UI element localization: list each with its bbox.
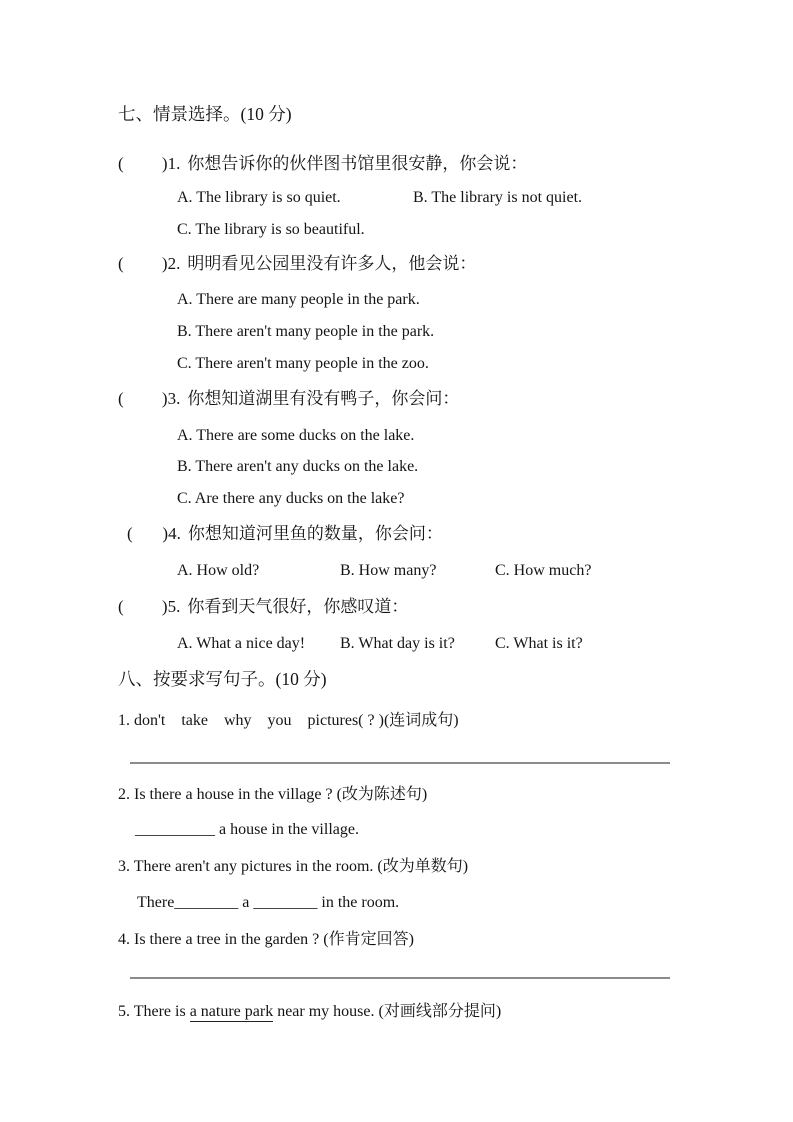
task-3-answer: There________ a ________ in the room. bbox=[137, 894, 400, 911]
q4-option-b: B. How many? bbox=[340, 562, 437, 579]
question-prompt: 你想知道湖里有没有鸭子，你会问： bbox=[187, 389, 460, 408]
underlined-phrase: a nature park bbox=[189, 1003, 274, 1020]
question-prompt: 你想知道河里鱼的数量，你会问： bbox=[187, 524, 443, 543]
question-1-line bbox=[118, 153, 527, 174]
task-1-answer-line bbox=[130, 762, 670, 764]
q4-option-c: C. How much? bbox=[495, 562, 592, 579]
question-prompt: 明明看见公园里没有许多人，他会说： bbox=[187, 254, 477, 273]
q1-option-a: A. The library is so quiet. bbox=[177, 189, 341, 206]
answer-bracket: ( ) bbox=[118, 389, 168, 408]
question-prompt: 你看到天气很好，你感叹道： bbox=[187, 597, 409, 616]
task-1-text: 1. don't take why you pictures( ? )(连词成句) bbox=[118, 712, 459, 729]
task-2-answer: __________ a house in the village. bbox=[135, 821, 359, 838]
q5-option-b: B. What day is it? bbox=[340, 635, 455, 652]
q2-option-b: B. There aren't many people in the park. bbox=[177, 323, 435, 340]
q1-option-b: B. The library is not quiet. bbox=[413, 189, 583, 206]
question-5-line bbox=[118, 596, 408, 617]
answer-bracket: ( ) bbox=[127, 524, 169, 543]
answer-bracket: ( ) bbox=[118, 254, 168, 273]
question-number: 5. bbox=[167, 597, 181, 616]
section-eight-heading: 八、按要求写句子。(10 分) bbox=[118, 669, 327, 689]
task-3-text: 3. There aren't any pictures in the room. (改为单数句) bbox=[118, 858, 469, 875]
question-number: 4. bbox=[168, 524, 181, 543]
question-4-line bbox=[127, 523, 443, 544]
q2-option-a: A. There are many people in the park. bbox=[177, 291, 420, 308]
answer-bracket: ( ) bbox=[118, 597, 168, 616]
task-4-answer-line bbox=[130, 977, 670, 979]
q5-option-c: C. What is it? bbox=[495, 635, 583, 652]
task-5-prefix: 5. There is bbox=[118, 1003, 190, 1020]
question-number: 2. bbox=[167, 254, 181, 273]
q3-option-b: B. There aren't any ducks on the lake. bbox=[177, 458, 419, 475]
task-4-text: 4. Is there a tree in the garden ? (作肯定回答) bbox=[118, 931, 414, 948]
answer-bracket: ( ) bbox=[118, 154, 168, 173]
question-3-line bbox=[118, 388, 459, 409]
q4-option-a: A. How old? bbox=[177, 562, 260, 579]
q2-option-c: C. There aren't many people in the zoo. bbox=[177, 355, 429, 372]
q3-option-c: C. Are there any ducks on the lake? bbox=[177, 490, 405, 507]
question-2-line bbox=[118, 253, 476, 274]
q3-option-a: A. There are some ducks on the lake. bbox=[177, 427, 415, 444]
question-prompt: 你想告诉你的伙伴图书馆里很安静，你会说： bbox=[187, 154, 528, 173]
task-5-suffix: near my house. (对画线部分提问) bbox=[273, 1003, 502, 1020]
question-number: 3. bbox=[167, 389, 181, 408]
q5-option-a: A. What a nice day! bbox=[177, 635, 306, 652]
question-number: 1. bbox=[167, 154, 181, 173]
q1-option-c: C. The library is so beautiful. bbox=[177, 221, 365, 238]
task-5-text bbox=[118, 1001, 501, 1022]
task-2-text: 2. Is there a house in the village ? (改为陈述句) bbox=[118, 786, 428, 803]
section-seven-heading: 七、情景选择。(10 分) bbox=[118, 104, 292, 124]
